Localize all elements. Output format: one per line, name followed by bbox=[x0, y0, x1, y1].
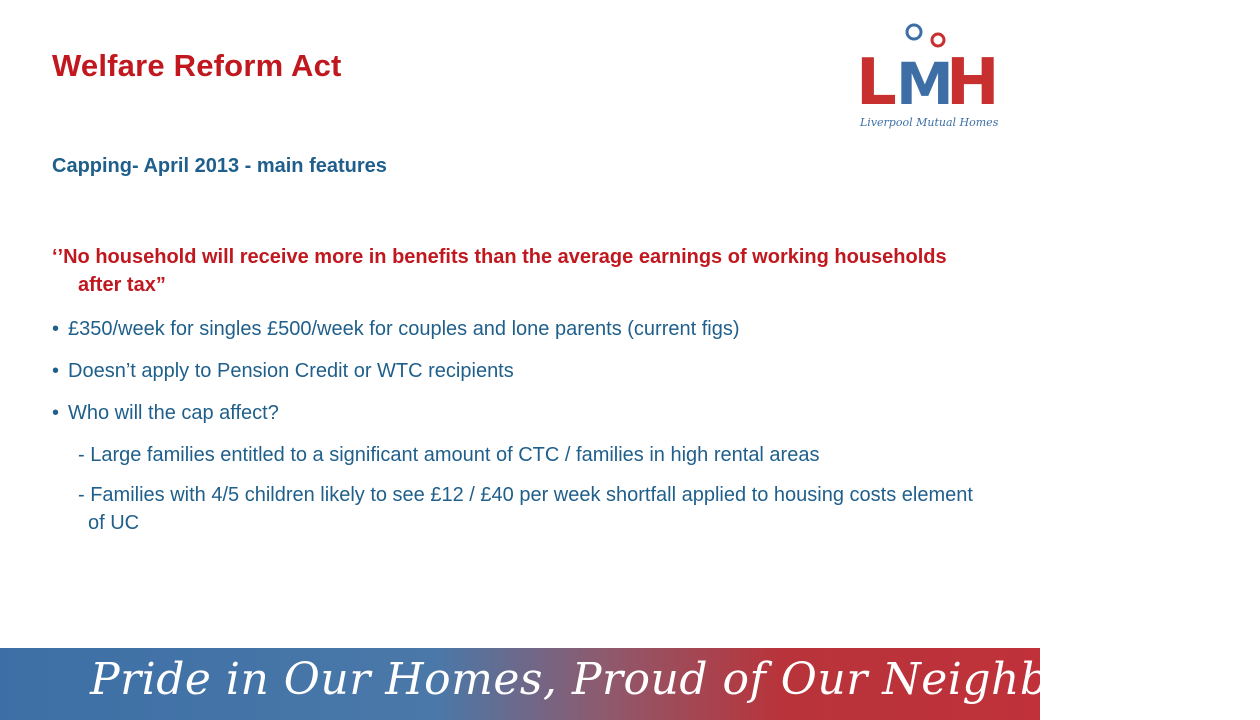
bullet-text: Who will the cap affect? bbox=[68, 402, 279, 424]
bullet-text: £350/week for singles £500/week for couples and lone parents (current figs) bbox=[68, 318, 740, 340]
bullet-marker: • bbox=[52, 318, 60, 340]
bullet-item bbox=[52, 399, 982, 427]
bullet-item bbox=[52, 357, 982, 385]
logo-letter-h: H bbox=[946, 46, 1000, 120]
logo-letter-l: L bbox=[856, 46, 897, 120]
sub-bullet-item: - Large families entitled to a significant amount of CTC / families in high rental areas bbox=[78, 444, 820, 466]
quote-text: ‘’No household will receive more in benefits than the average earnings of working households after tax” bbox=[52, 246, 947, 296]
slide-title: Welfare Reform Act bbox=[52, 48, 342, 83]
slide-body bbox=[52, 243, 982, 549]
sub-bullet-item: - Families with 4/5 children likely to see £12 / £40 per week shortfall applied to housing costs element of UC bbox=[78, 484, 973, 534]
slide-subtitle: Capping- April 2013 - main features bbox=[52, 155, 387, 177]
lmh-logo bbox=[850, 22, 1010, 134]
logo-caption: Liverpool Mutual Homes bbox=[860, 116, 999, 129]
bullet-marker: • bbox=[52, 360, 60, 382]
footer-banner bbox=[0, 648, 1260, 720]
bullet-marker: • bbox=[52, 402, 60, 424]
logo-letter-m: M bbox=[896, 50, 954, 118]
bullet-text: Doesn’t apply to Pension Credit or WTC recipients bbox=[68, 360, 514, 382]
banner-slogan: Pride in Our Homes, Proud of Our Neighbourhoods bbox=[90, 654, 1260, 705]
sub-bullet-list bbox=[52, 441, 982, 537]
bullet-item bbox=[52, 315, 982, 343]
lmh-logo-graphic bbox=[850, 22, 1010, 134]
